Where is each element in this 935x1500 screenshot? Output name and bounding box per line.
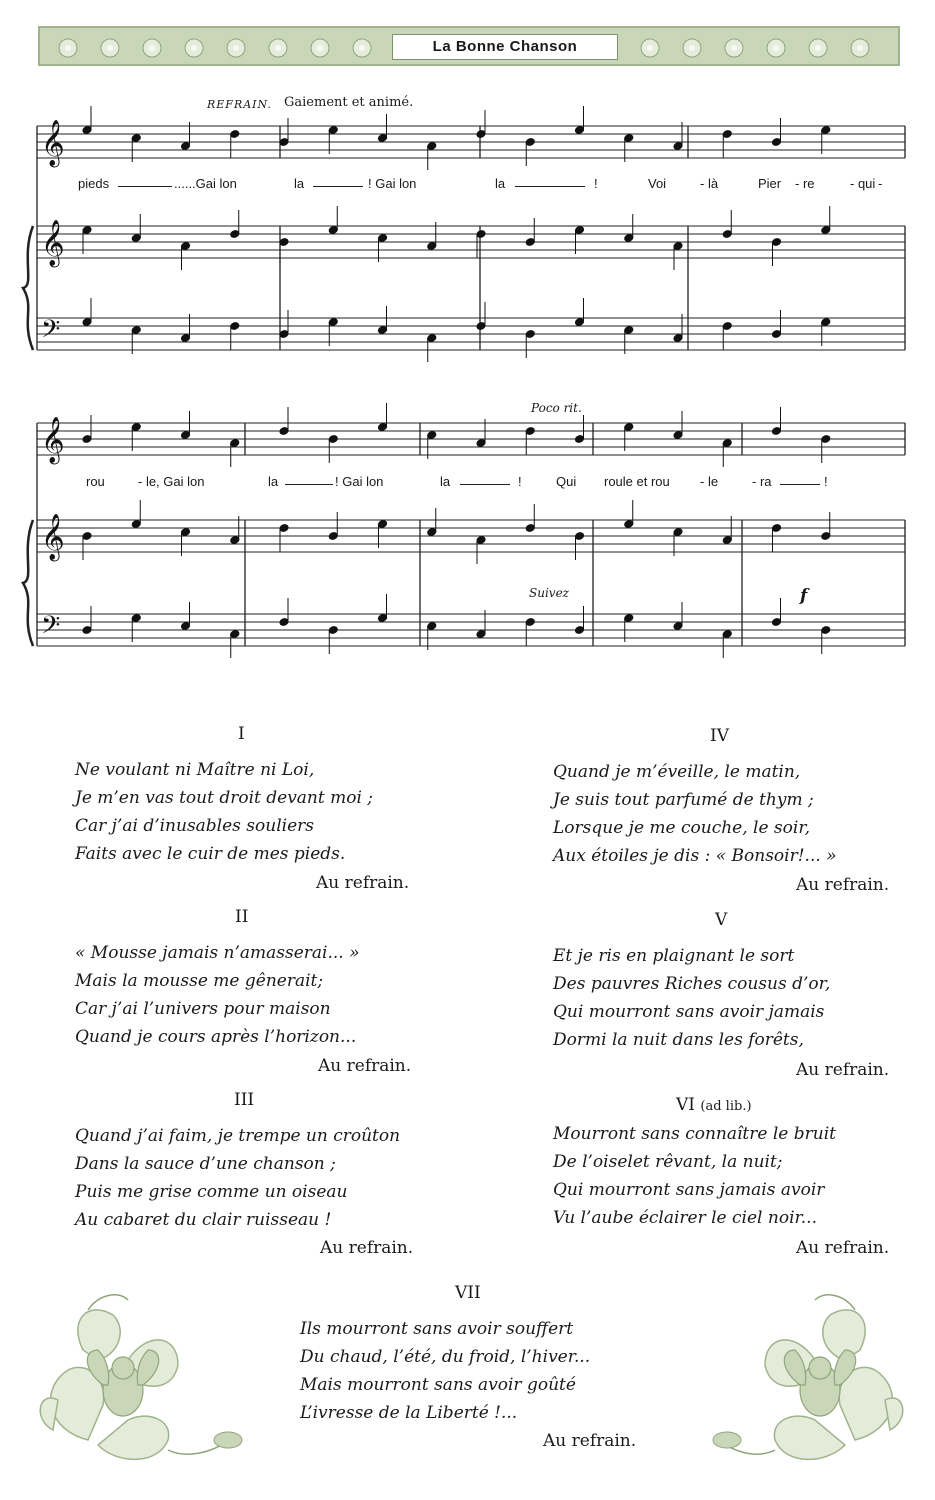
lyric: Qui (556, 474, 577, 489)
verse-line: Ils mourront sans avoir souffert (300, 1319, 574, 1339)
lyric: ! Gai lon (335, 474, 384, 489)
verse-number: VI (ad lib.) (676, 1095, 752, 1115)
lyric: la (495, 176, 506, 191)
lyric-extender (780, 474, 820, 485)
verse-number: II (235, 907, 249, 927)
lyric-extender (515, 176, 585, 187)
lyric-extender (460, 474, 510, 485)
lyric: Voi (648, 176, 667, 191)
verse-number: IV (710, 726, 729, 746)
verse-number: V (715, 910, 728, 930)
verse-line: Je suis tout parfumé de thym ; (553, 790, 814, 810)
refrain-label: Au refrain. (320, 1238, 414, 1258)
lyric: ! (594, 176, 598, 191)
verse-line: Mais mourront sans avoir goûté (300, 1375, 576, 1395)
poco-rit-marking: Poco rit. (531, 401, 582, 415)
verse-line: Qui mourront sans avoir jamais (553, 1002, 825, 1022)
lyric-extender (313, 176, 363, 187)
verse-line: Car j’ai l’univers pour maison (75, 999, 331, 1019)
verse-line: L’ivresse de la Liberté !... (300, 1403, 518, 1423)
lyric: Pier (758, 176, 782, 191)
suivez-marking: Suivez (529, 586, 569, 600)
verse-number: VII (455, 1283, 481, 1303)
lyric: - le, Gai lon (138, 474, 205, 489)
lyric: - qui (850, 176, 876, 191)
verse-line: Mais la mousse me gênerait; (75, 971, 324, 991)
verse-line: Des pauvres Riches cousus d’or, (553, 974, 831, 994)
verse-line: Du chaud, l’été, du froid, l’hiver... (300, 1347, 591, 1367)
ad-lib-note: (ad lib.) (700, 1099, 752, 1114)
lyric: pieds (78, 176, 110, 191)
music-score (0, 0, 935, 680)
page-title: La Bonne Chanson (392, 34, 618, 60)
refrain-label: Au refrain. (796, 1060, 890, 1080)
lyric: rou (86, 474, 105, 489)
verse-number: III (234, 1090, 255, 1110)
tempo-marking: Gaiement et animé. (284, 95, 414, 110)
verse-line: Quand je m’éveille, le matin, (553, 762, 801, 782)
lyric-extender (285, 474, 333, 485)
verse-line: Faits avec le cuir de mes pieds. (75, 844, 346, 864)
lyric-extender (118, 176, 172, 187)
refrain-label: Au refrain. (796, 875, 890, 895)
verse-line: Aux étoiles je dis : « Bonsoir!... » (553, 846, 837, 866)
svg-text:𝄞: 𝄞 (41, 120, 65, 166)
refrain-label: Au refrain. (543, 1431, 637, 1451)
refrain-label: Au refrain. (318, 1056, 412, 1076)
verse-line: Vu l’aube éclairer le ciel noir... (553, 1208, 817, 1228)
lyric: roule et rou (604, 474, 670, 489)
verse-line: Quand je cours après l’horizon... (75, 1027, 357, 1047)
verse-line: Puis me grise comme un oiseau (75, 1182, 348, 1202)
refrain-mark: REFRAIN. (207, 98, 272, 111)
lyric: ! Gai lon (368, 176, 417, 191)
verse-line: Lorsque je me couche, le soir, (553, 818, 810, 838)
svg-text:𝄞: 𝄞 (41, 417, 65, 463)
verse-line: Au cabaret du clair ruisseau ! (75, 1210, 332, 1230)
svg-text:𝄢: 𝄢 (41, 611, 61, 646)
verse-line: Qui mourront sans jamais avoir (553, 1180, 825, 1200)
floral-ornament-left (28, 1290, 258, 1480)
lyric: la (440, 474, 451, 489)
refrain-label: Au refrain. (316, 873, 410, 893)
svg-text:𝄞: 𝄞 (41, 514, 65, 560)
verse-line: Dormi la nuit dans les forêts, (553, 1030, 804, 1050)
verse-line: Car j’ai d’inusables souliers (75, 816, 315, 836)
lyric: - re (795, 176, 815, 191)
lyric: - (878, 176, 883, 191)
verse-line: Mourront sans connaître le bruit (553, 1124, 836, 1144)
refrain-label: Au refrain. (796, 1238, 890, 1258)
verse-line: Je m’en vas tout droit devant moi ; (75, 788, 374, 808)
verse-line: Quand j’ai faim, je trempe un croûton (75, 1126, 401, 1146)
verse-line: Et je ris en plaignant le sort (553, 946, 795, 966)
verse-line: Ne voulant ni Maître ni Loi, (75, 760, 315, 780)
floral-ornament-right (705, 1290, 915, 1480)
verse-line: Dans la sauce d’une chanson ; (75, 1154, 336, 1174)
verse-line: De l’oiselet rêvant, la nuit; (553, 1152, 783, 1172)
verse-line: « Mousse jamais n’amasserai... » (75, 943, 360, 963)
svg-text:𝄞: 𝄞 (41, 220, 65, 266)
lyric: la (268, 474, 279, 489)
svg-text:𝄢: 𝄢 (41, 315, 61, 350)
forte-dynamic: f (800, 586, 808, 606)
lyric: ! (518, 474, 522, 489)
lyric: - le (700, 474, 719, 489)
verse-number: I (238, 724, 245, 744)
lyric: - là (700, 176, 719, 191)
lyric: - ra (752, 474, 772, 489)
lyric: ! (824, 474, 828, 489)
lyric: ......Gai lon (174, 176, 237, 191)
lyric: la (294, 176, 305, 191)
